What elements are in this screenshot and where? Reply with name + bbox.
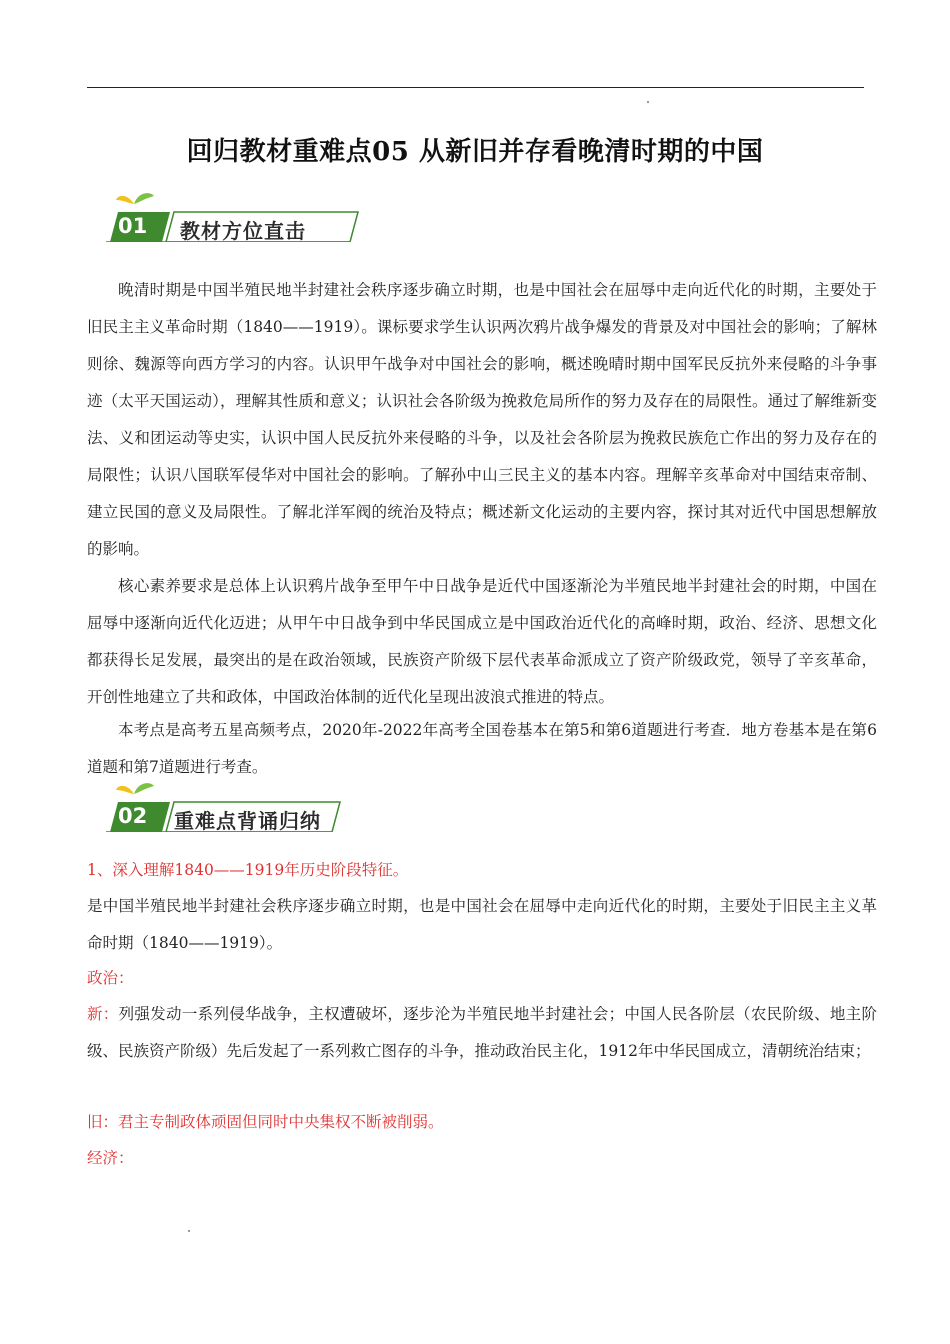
paragraph-core-literacy: 核心素养要求是总体上认识鸦片战争至甲午中日战争是近代中国逐渐沦为半殖民地半封建社会的时期，中国在屈辱中逐渐向近代化迈进；从甲午中日战争到中华民国成立是中国政治近代化的高峰时期，政治、经济、思想文化都获得长足发展，最突出的是在政治领域，民族资产阶级下层代表革命派成立了资产阶级政党，领导了辛亥革命，开创性地建立了共和政体，中国政治体制的近代化呈现出波浪式推进的特点。 xyxy=(87,577,877,706)
page-title: 回归教材重难点05 从新旧并存看晚清时期的中国 xyxy=(186,137,764,167)
yellow-leaf-icon xyxy=(116,196,134,204)
section-header-02 xyxy=(100,782,360,832)
politics-old: 旧：君主专制政体顽固但同时中央集权不断被削弱。 xyxy=(87,1113,444,1131)
header-dot xyxy=(647,101,649,103)
section-number: 01 xyxy=(118,214,148,238)
economy-label: 经济： xyxy=(87,1149,134,1167)
politics-new xyxy=(87,996,877,1070)
paragraph-exam-frequency: 本考点是高考五星高频考点，2020年-2022年高考全国卷基本在第5和第6道题进行考查．地方卷基本是在第6道题和第7道题进行考查。 xyxy=(87,721,877,776)
new-text: 列强发动一系列侵华战争，主权遭破坏，逐步沦为半殖民地半封建社会；中国人民各阶层（农民阶级、地主阶级、民族资产阶级）先后发起了一系列救亡图存的斗争，推动政治民主化，1912年中华民国成立，清朝统治结束； xyxy=(87,1005,877,1060)
header-rule xyxy=(87,87,864,88)
green-leaf-icon xyxy=(134,193,154,204)
key-point-intro: 是中国半殖民地半封建社会秩序逐步确立时期，也是中国社会在屈辱中走向近代化的时期，主要处于旧民主主义革命时期（1840——1919）。 xyxy=(87,897,877,952)
section-label: 教材方位直击 xyxy=(180,219,306,243)
new-label: 新： xyxy=(87,1005,119,1023)
section-number: 02 xyxy=(118,804,148,828)
paragraph-overview: 晚清时期是中国半殖民地半封建社会秩序逐步确立时期，也是中国社会在屈辱中走向近代化的时期，主要处于旧民主主义革命时期（1840——1919）。课标要求学生认识两次鸦片战争爆发的背景及对中国社会的影响；了解林则徐、魏源等向西方学习的内容。认识甲午战争对中国社会的影响，概述晚晴时期中国军民反抗外来侵略的斗争事迹（太平天国运动），理解其性质和意义；认识社会各阶级为挽救危局所作的努力及存在的局限性。通过了解维新变法、义和团运动等史实，认识中国人民反抗外来侵略的斗争，以及社会各阶层为挽救民族危亡作出的努力及存在的局限性；认识八国联军侵华对中国社会的影响。了解孙中山三民主义的基本内容。理解辛亥革命对中国结束帝制、建立民国的意义及局限性。了解北洋军阀的统治及特点；概述新文化运动的主要内容，探讨其对近代中国思想解放的影响。 xyxy=(87,281,877,558)
green-leaf-icon xyxy=(134,783,154,794)
yellow-leaf-icon xyxy=(116,786,134,794)
section-label: 重难点背诵归纳 xyxy=(174,809,321,833)
footer-dot xyxy=(188,1230,190,1232)
section-header-01 xyxy=(100,192,360,242)
politics-label: 政治： xyxy=(87,969,134,987)
key-point-heading: 1、深入理解1840——1919年历史阶段特征。 xyxy=(87,861,409,879)
